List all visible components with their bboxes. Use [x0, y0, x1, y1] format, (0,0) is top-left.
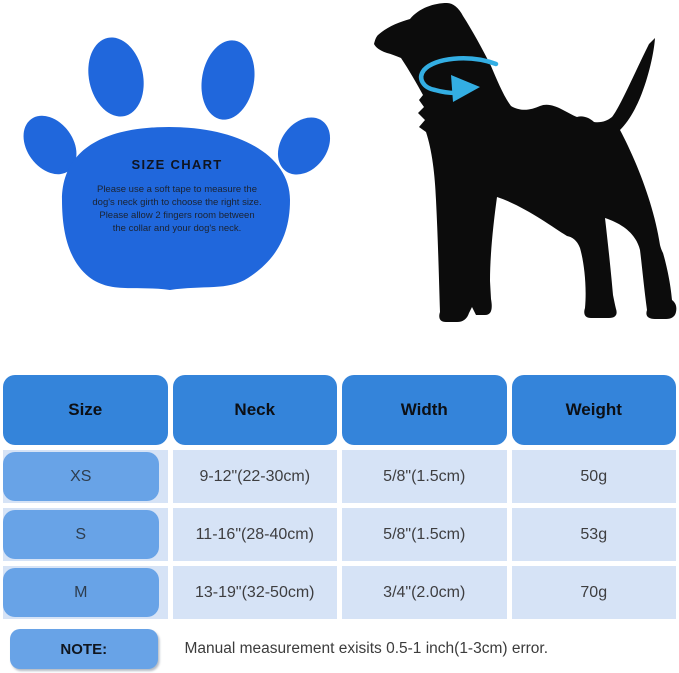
- size-table: [3, 375, 676, 619]
- size-table-header: [3, 375, 676, 445]
- neck-cell: 13-19"(32-50cm): [173, 566, 338, 619]
- header-cell-width: Width: [342, 375, 507, 445]
- header-cell-neck: Neck: [173, 375, 338, 445]
- weight-cell: 53g: [512, 508, 677, 561]
- table-row-xs: [3, 450, 676, 503]
- size-chart-title: SIZE CHART: [131, 157, 223, 172]
- header-cell-size: Size: [3, 375, 168, 445]
- width-cell: 5/8"(1.5cm): [342, 450, 507, 503]
- size-cell: [3, 508, 168, 561]
- size-cell: [3, 450, 168, 503]
- header-cell-weight: Weight: [512, 375, 677, 445]
- size-cell: [3, 566, 168, 619]
- paw-toe-icon: [81, 32, 150, 121]
- width-cell: 5/8"(1.5cm): [342, 508, 507, 561]
- weight-cell: 70g: [512, 566, 677, 619]
- dog-silhouette-icon: [339, 0, 679, 335]
- paw-print-icon: [0, 0, 340, 340]
- table-row-m: [3, 566, 676, 619]
- size-pill: S: [3, 510, 159, 559]
- size-pill: M: [3, 568, 159, 617]
- note-row: [3, 629, 676, 669]
- size-pill: XS: [3, 452, 159, 501]
- width-cell: 3/4"(2.0cm): [342, 566, 507, 619]
- table-row-s: [3, 508, 676, 561]
- note-text: Manual measurement exisits 0.5-1 inch(1-3cm) error.: [184, 640, 549, 657]
- dog-body-shape: [374, 3, 676, 322]
- weight-cell: 50g: [512, 450, 677, 503]
- size-chart-instructions: Please use a soft tape to measure the dog's neck girth to choose the right size. Please allow 2 fingers room between the collar and your dog's neck.: [92, 184, 262, 234]
- neck-cell: 9-12"(22-30cm): [173, 450, 338, 503]
- paw-toe-icon: [195, 36, 260, 124]
- neck-cell: 11-16"(28-40cm): [173, 508, 338, 561]
- paw-pad-icon: [62, 127, 290, 290]
- note-label: NOTE:: [10, 629, 158, 669]
